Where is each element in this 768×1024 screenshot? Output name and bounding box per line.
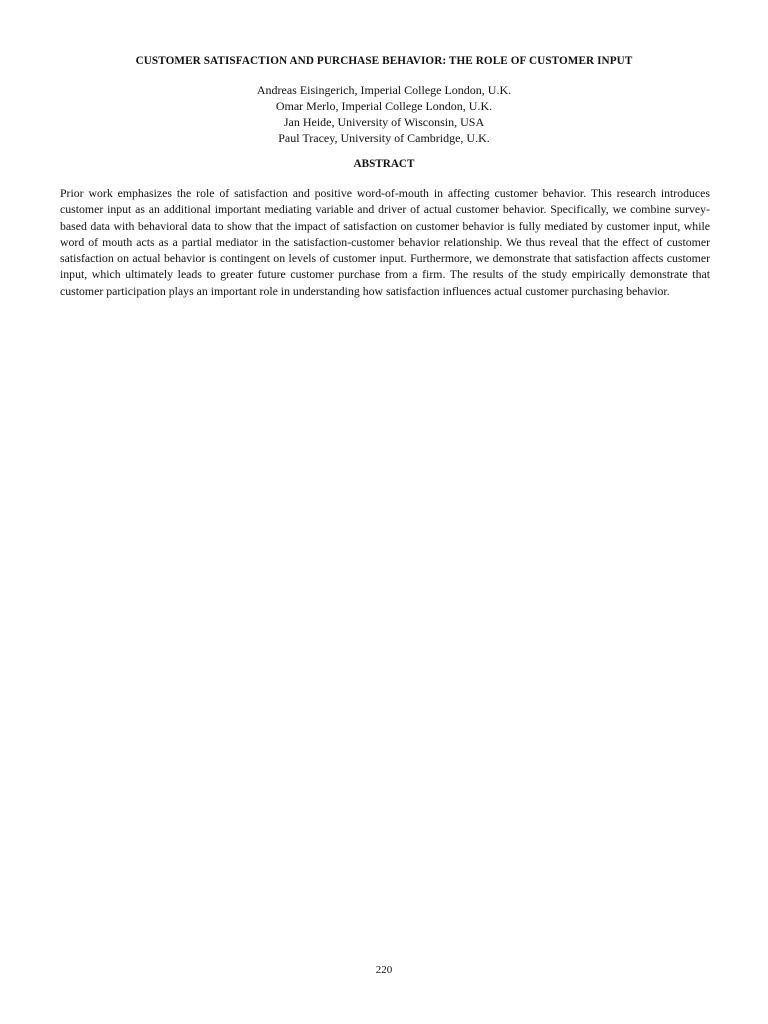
paper-title: CUSTOMER SATISFACTION AND PURCHASE BEHAVIOR: THE ROLE OF CUSTOMER INPUT xyxy=(135,55,633,67)
abstract-body: Prior work emphasizes the role of satisfaction and positive word-of-mouth in affecting customer behavior. This research introduces customer input as an additional important mediating variable and driver of actual customer behavior. Specifically, we combine survey-based data with behavioral data to show that the impact of satisfaction on customer behavior is fully mediated by customer input, while word of mouth acts as a partial mediator in the satisfaction-customer behavior relationship. We thus reveal that the effect of customer satisfaction on actual behavior is contingent on levels of customer input. Furthermore, we demonstrate that satisfaction affects customer input, which ultimately leads to greater future customer purchase from a firm. The results of the study empirically demonstrate that customer participation plays an important role in understanding how satisfaction influences actual customer purchasing behavior. xyxy=(60,186,710,298)
author-line: Omar Merlo, Imperial College London, U.K. xyxy=(275,99,493,113)
author-line: Jan Heide, University of Wisconsin, USA xyxy=(283,115,485,129)
author-list xyxy=(60,82,708,146)
page-number: 220 xyxy=(375,964,393,976)
abstract-heading: ABSTRACT xyxy=(353,158,415,170)
author-line: Andreas Eisingerich, Imperial College London, U.K. xyxy=(256,83,512,97)
author-line: Paul Tracey, University of Cambridge, U.K. xyxy=(278,131,490,145)
